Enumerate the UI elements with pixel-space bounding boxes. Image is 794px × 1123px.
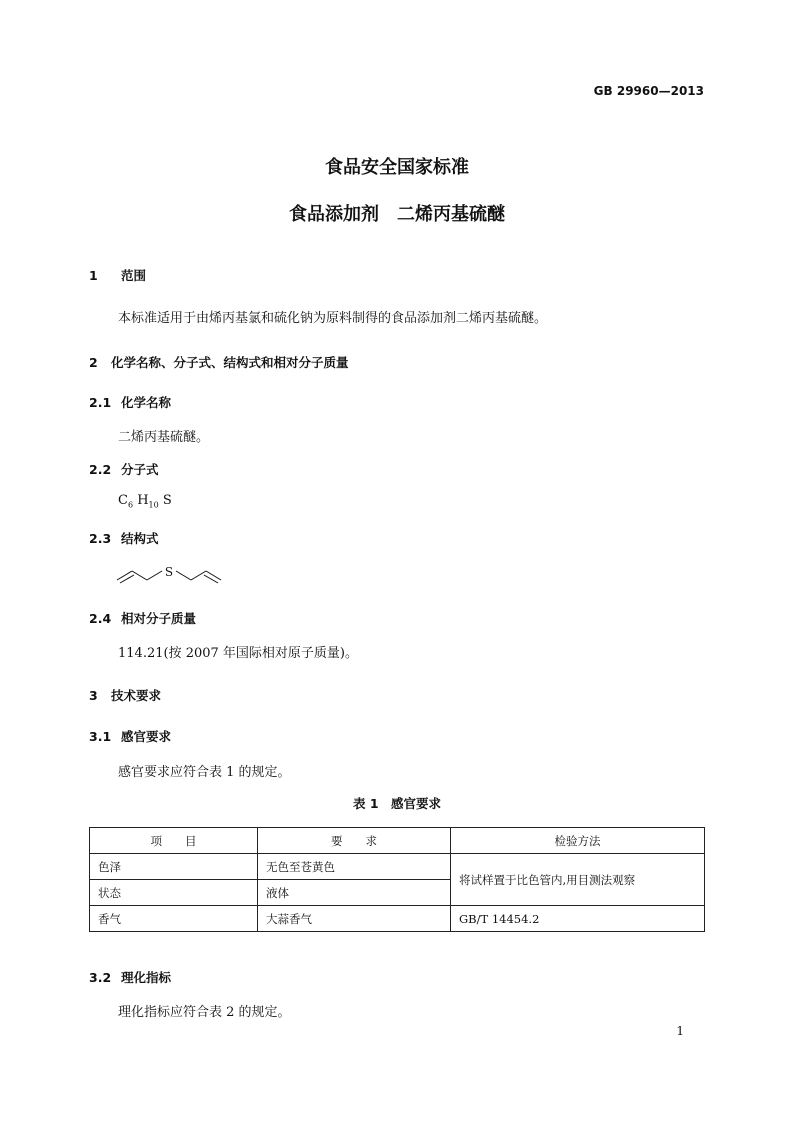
- section-body-3-1: 感官要求应符合表 1 的规定。: [118, 765, 291, 780]
- section-title: 化学名称、分子式、结构式和相对分子质量: [111, 355, 349, 370]
- table-cell-item: 色泽: [90, 854, 258, 880]
- table-cell-item: 状态: [90, 880, 258, 906]
- section-number: 2.1: [89, 395, 112, 410]
- table-header-row: [90, 828, 705, 854]
- section-heading-2-1: [89, 393, 171, 411]
- table-cell-requirement: 大蒜香气: [258, 906, 451, 932]
- section-title: 化学名称: [121, 395, 172, 410]
- table-cell-item: 香气: [90, 906, 258, 932]
- section-title: 范围: [121, 268, 147, 283]
- section-number: 2.4: [89, 611, 112, 626]
- table-header-cell: 项 目: [90, 828, 258, 854]
- section-number: 2.2: [89, 462, 112, 477]
- section-heading-2-4: [89, 609, 196, 627]
- table-row: [90, 854, 705, 880]
- section-heading-1: [89, 266, 146, 284]
- page-number: 1: [676, 1024, 684, 1038]
- section-heading-2: [89, 353, 349, 371]
- formula-element-s: S: [162, 493, 172, 508]
- table-cell-method: 将试样置于比色管内,用目测法观察: [451, 854, 705, 906]
- section-number: 2.3: [89, 531, 112, 546]
- sensory-requirements-table: [89, 827, 705, 932]
- structural-formula: [115, 562, 225, 588]
- section-body-2-1: 二烯丙基硫醚。: [118, 430, 210, 445]
- document-subtitle: 食品添加剂 二烯丙基硫醚: [289, 204, 505, 225]
- section-number: 3: [89, 688, 98, 703]
- sulfur-atom-label: S: [164, 565, 174, 579]
- section-body-1: 本标准适用于由烯丙基氯和硫化钠为原料制得的食品添加剂二烯丙基硫醚。: [118, 311, 548, 326]
- section-title: 感官要求: [121, 729, 172, 744]
- formula-subscript-h: 10: [148, 500, 159, 510]
- formula-subscript-c: 6: [127, 500, 134, 510]
- section-body-3-2: 理化指标应符合表 2 的规定。: [118, 1005, 291, 1020]
- section-number: 1: [89, 268, 98, 283]
- table-header-cell: 检验方法: [451, 828, 705, 854]
- section-number: 3.2: [89, 970, 112, 985]
- standard-number: GB 29960—2013: [593, 84, 704, 98]
- section-number: 3.1: [89, 729, 112, 744]
- table-header-cell: 要 求: [258, 828, 451, 854]
- section-body-2-4: 114.21(按 2007 年国际相对原子质量)。: [118, 646, 358, 661]
- formula-element-h: H: [137, 493, 149, 508]
- section-heading-3: [89, 686, 161, 704]
- table-cell-requirement: 无色至苍黄色: [258, 854, 451, 880]
- section-title: 结构式: [121, 531, 159, 546]
- section-number: 2: [89, 355, 98, 370]
- section-heading-3-2: [89, 968, 171, 986]
- section-heading-2-2: [89, 460, 159, 478]
- table-cell-method: GB/T 14454.2: [451, 906, 705, 932]
- section-title: 理化指标: [121, 970, 172, 985]
- formula-element-c: C: [118, 493, 128, 508]
- table-caption: 表 1 感官要求: [352, 796, 442, 811]
- document-title: 食品安全国家标准: [325, 157, 469, 178]
- section-heading-3-1: [89, 727, 171, 745]
- section-title: 技术要求: [111, 688, 162, 703]
- section-title: 相对分子质量: [121, 611, 197, 626]
- table-cell-requirement: 液体: [258, 880, 451, 906]
- section-title: 分子式: [121, 462, 159, 477]
- table-row: [90, 906, 705, 932]
- section-heading-2-3: [89, 529, 159, 547]
- molecular-formula: [118, 493, 172, 510]
